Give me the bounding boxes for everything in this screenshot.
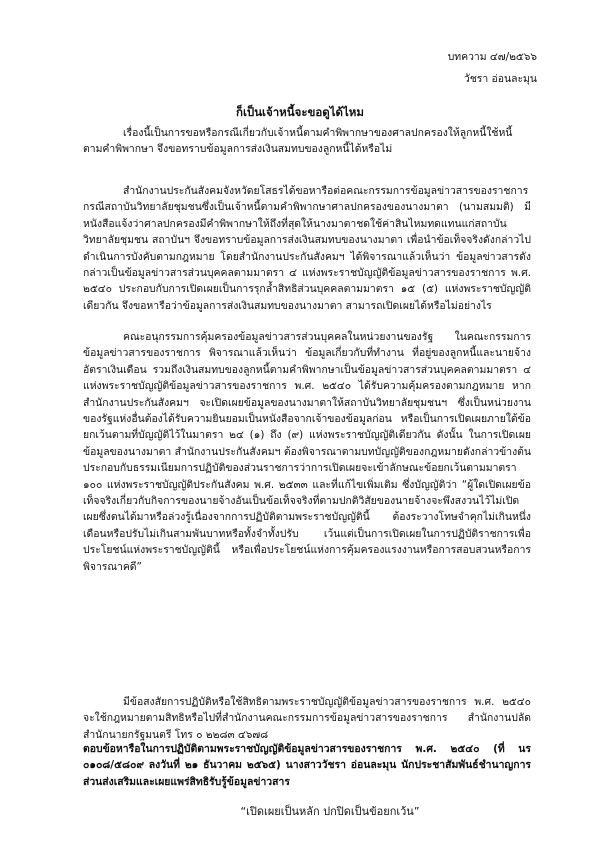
paragraph-contact: มีข้อสงสัยการปฏิบัติหรือใช้สิทธิตามพระราชบัญญัติข้อมูลข่าวสารของราชการ พ.ศ. ๒๕๔๐ จะใช้กฎหมายตามสิทธิหรือไปที่สำนักงานคณะกรรมการข้อมูลข่าวสารของราชการ สำนักงานปลัดสำนักนายกรัฐมนตรี โทร ๐ ๒๒๘๓ ๔๖๗๘ [83, 696, 531, 741]
paragraph-reference: ตอบข้อหารือในการปฏิบัติตามพระราชบัญญัติข้อมูลข่าวสารของราชการ พ.ศ. ๒๕๔๐ (ที่ นร ๐๑๐๘/๕๘๐๙ ลงวันที่ ๒๑ ธันวาคม ๒๕๖๕) นางสาววัชรา อ่อนละมุน นักประชาสัมพันธ์ชำนาญการ ส่วนส่งเสริมและเผยแพร่สิทธิรับรู้ข้อมูลข่าวสาร [83, 743, 531, 788]
document-header [448, 46, 537, 90]
author-name: วัชรา อ่อนละมุน [463, 73, 537, 85]
article-number: บทความ ๔๗/๒๕๖๖ [447, 51, 537, 63]
paragraph-facts: สำนักงานประกันสังคมจังหวัดยโสธรได้ขอหารือต่อคณะกรรมการข้อมูลข่าวสารของราชการ กรณีสถาบันวิทยาลัยชุมชนซึ่งเป็นเจ้าหนี้ตามคำพิพากษาศาลปกครองของนางมาตา (นามสมมติ) มีหนังสือแจ้งว่าศาลปกครองมีคำพิพากษาให้ถึงที่สุดให้นางมาตาชดใช้ค่าสินไหมทดแทนแก่สถาบันวิทยาลัยชุมชน สถาบันฯ จึงขอทราบข้อมูลการส่งเงินสมทบของนางมาตา เพื่อนำข้อเท็จจริงดังกล่าวไปดำเนินการบังคับตามกฎหมาย โดยสำนักงานประกันสังคมฯ ได้พิจารณาแล้วเห็นว่า ข้อมูลข่าวสารดังกล่าวเป็นข้อมูลข่าวสารส่วนบุคคลตามมาตรา ๔ แห่งพระราชบัญญัติข้อมูลข่าวสารของราชการ พ.ศ. ๒๕๔๐ ประกอบกับการเปิดเผยเป็นการรุกล้ำสิทธิส่วนบุคคลตามมาตรา ๑๕ (๕) แห่งพระราชบัญญัติเดียวกัน จึงขอหารือว่าข้อมูลการส่งเงินสมทบของนางมาตา สามารถเปิดเผยได้หรือไม่อย่างไร [83, 185, 531, 312]
slogan: “เปิดเผยเป็นหลัก ปกปิดเป็นข้อยกเว้น” [240, 805, 420, 818]
document-title: ก็เป็นเจ้าหนี้จะขอดูได้ไหม [236, 105, 364, 119]
paragraph-intro: เรื่องนี้เป็นการขอหรือกรณีเกี่ยวกับเจ้าหนี้ตามคำพิพากษาของศาลปกครองให้ลูกหนี้ใช้หนี้ตามคำพิพากษา จึงขอทราบข้อมูลการส่งเงินสมทบของลูกหนี้ได้หรือไม่ [83, 127, 513, 156]
paragraph-opinion: คณะอนุกรรมการคุ้มครองข้อมูลข่าวสารส่วนบุคคลในหน่วยงานของรัฐ ในคณะกรรมการข้อมูลข่าวสารของราชการ พิจารณาแล้วเห็นว่า ข้อมูลเกี่ยวกับที่ทำงาน ที่อยู่ของลูกหนี้และนายจ้าง อัตราเงินเดือน รวมถึงเงินสมทบของลูกหนี้ตามคำพิพากษาเป็นข้อมูลข่าวสารส่วนบุคคลตามมาตรา ๔ แห่งพระราชบัญญัติข้อมูลข่าวสารของราชการ พ.ศ. ๒๕๔๐ ได้รับความคุ้มครองตามกฎหมาย หากสำนักงานประกันสังคมฯ จะเปิดเผยข้อมูลของนางมาตาให้สถาบันวิทยาลัยชุมชนฯ ซึ่งเป็นหน่วยงานของรัฐแห่งอื่นต้องได้รับความยินยอมเป็นหนังสือจากเจ้าของข้อมูลก่อน หรือเป็นการเปิดเผยภายใต้ข้อยกเว้นตามที่บัญญัติไว้ในมาตรา ๒๔ (๑) ถึง (๙) แห่งพระราชบัญญัติเดียวกัน ดังนั้น ในการเปิดเผยข้อมูลของนางมาตา สำนักงานประกันสังคมฯ ต้องพิจารณาตามบทบัญญัติของกฎหมายดังกล่าวข้างต้น ประกอบกับธรรมเนียมการปฏิบัติของส่วนราชการว่าการเปิดเผยจะเข้าลักษณะข้อยกเว้นตามมาตรา ๑๐๐ แห่งพระราชบัญญัติประกันสังคม พ.ศ. ๒๕๓๓ และที่แก้ไขเพิ่มเติม ซึ่งบัญญัติว่า “ผู้ใดเปิดเผยข้อเท็จจริงเกี่ยวกับกิจการของนายจ้างอันเป็นข้อเท็จจริงที่ตามปกติวิสัยของนายจ้างจะพึงสงวนไว้ไม่เปิดเผยซึ่งตนได้มาหรือล่วงรู้เนื่องจากการปฏิบัติตามพระราชบัญญัตินี้ ต้องระวางโทษจำคุกไม่เกินหนึ่งเดือนหรือปรับไม่เกินสามพันบาทหรือทั้งจำทั้งปรับ เว้นแต่เป็นการเปิดเผยในการปฏิบัติราชการเพื่อประโยชน์แห่งพระราชบัญญัตินี้ หรือเพื่อประโยชน์แห่งการคุ้มครองแรงงานหรือการสอบสวนหรือการพิจารณาคดี” [83, 331, 531, 573]
